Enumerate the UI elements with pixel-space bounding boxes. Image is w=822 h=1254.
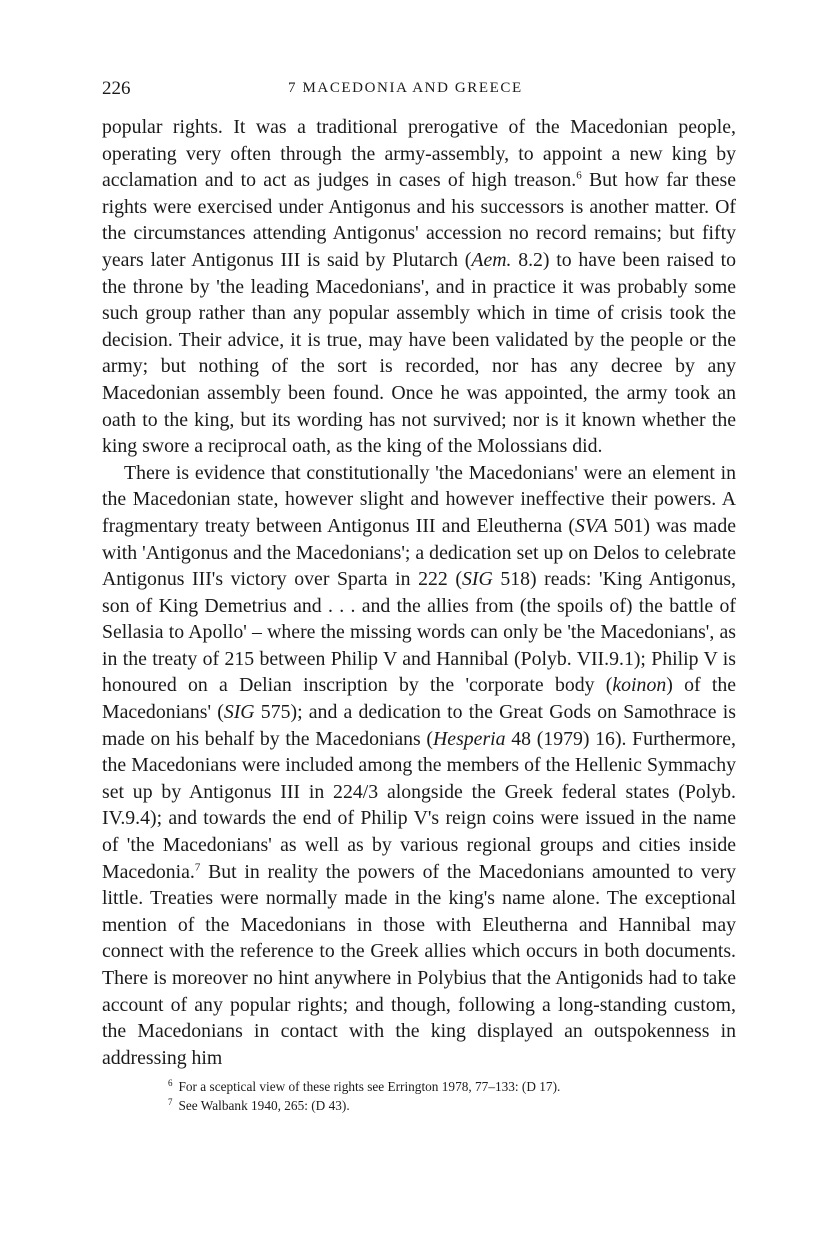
footnote-ref-6: 6 — [576, 169, 582, 182]
running-head: 7 MACEDONIA AND GREECE — [288, 80, 523, 96]
page-number: 226 — [102, 78, 131, 99]
footnote — [168, 1096, 736, 1115]
paragraph-1: popular rights. It was a traditional prerogative of the Macedonian people, operating very often through the army-assembly, to appoint a new king by acclamation and to act as judges in cases of high treason.$^6$ But how far these rights were exercised under Antigonus and his successors is another matter. Of the circumstances attending Antigonus' accession no record remains; but fifty years later Antigonus III is said by Plutarch (Aem. 8.2) to have been raised to the throne by 'the leading Macedonians', and in practice it was probably some such group rather than any popular assembly which in time of crisis took the decision. Their advice, it is true, may have been validated by the people or the army; but nothing of the sort is recorded, nor has any decree by any Macedonian assembly been found. Once he was appointed, the army took an oath to the king, but its wording has not survived; nor is it known whether the king swore a reciprocal oath, as the king of the Molossians did. — [102, 116, 736, 458]
citation-koinon: koinon — [612, 674, 667, 697]
footnote — [168, 1077, 736, 1096]
small-caps-roman: IV — [102, 807, 121, 830]
citation-sig: SIG — [223, 701, 255, 724]
citation-sig: SIG — [461, 568, 493, 591]
book-page — [102, 78, 736, 1115]
citation-sva: SVA — [574, 514, 608, 537]
body-text — [102, 114, 736, 1071]
footnotes — [102, 1077, 736, 1115]
footnote-ref-7: 7 — [194, 861, 201, 874]
small-caps-roman: VII — [576, 647, 605, 670]
footnote-text: For a sceptical view of these rights see Errington 1978, 77–133: (D 17). — [178, 1079, 561, 1095]
page-header — [102, 78, 736, 104]
citation-hesperia: Hesperia — [433, 727, 506, 750]
citation-aem: Aem. — [471, 248, 512, 271]
footnote-text: See Walbank 1940, 265: (D 43). — [178, 1098, 350, 1114]
footnote-number: 6 — [168, 1077, 173, 1088]
footnote-number: 7 — [168, 1096, 173, 1107]
paragraph-2: There is evidence that constitutionally 'the Macedonians' were an element in the Macedonian state, however slight and however ineffective their powers. A fragmentary treaty between Antigonus III and Eleutherna (SVA 501) was made with 'Antigonus and the Macedonians'; a dedication set up on Delos to celebrate Antigonus III's victory over Sparta in 222 (SIG 518) reads: 'King Antigonus, son of King Demetrius and . . . and the allies from (the spoils of) the battle of Sellasia to Apollo' – where the missing words can only be 'the Macedonians', as in the treaty of 215 between Philip V and Hannibal (Polyb. VII.9.1); Philip V is honoured on a Delian inscription by the 'corporate body (koinon) of the Macedonians' (SIG 575); and a dedication to the Great Gods on Samothrace is made on his behalf by the Macedonians (Hesperia 48 (1979) 16). Furthermore, the Macedonians were included among the members of the Hellenic Symmachy set up by Antigonus III in 224/3 alongside the Greek federal states (Polyb. IV.9.4); and towards the end of Philip V's reign coins were issued in the name of 'the Macedonians' as well as by various regional groups and cities inside Macedonia.$^7$ But in reality the powers of the Macedonians amounted to very little. Treaties were normally made in the king's name alone. The exceptional mention of the Macedonians in those with Eleutherna and Hannibal may connect with the reference to the Greek allies which occurs in both documents. There is moreover no hint anywhere in Polybius that the Antigonids had to take account of any popular rights; and though, following a long-standing custom, the Macedonians in contact with the king displayed an outspokenness in addressing him — [102, 461, 737, 1069]
